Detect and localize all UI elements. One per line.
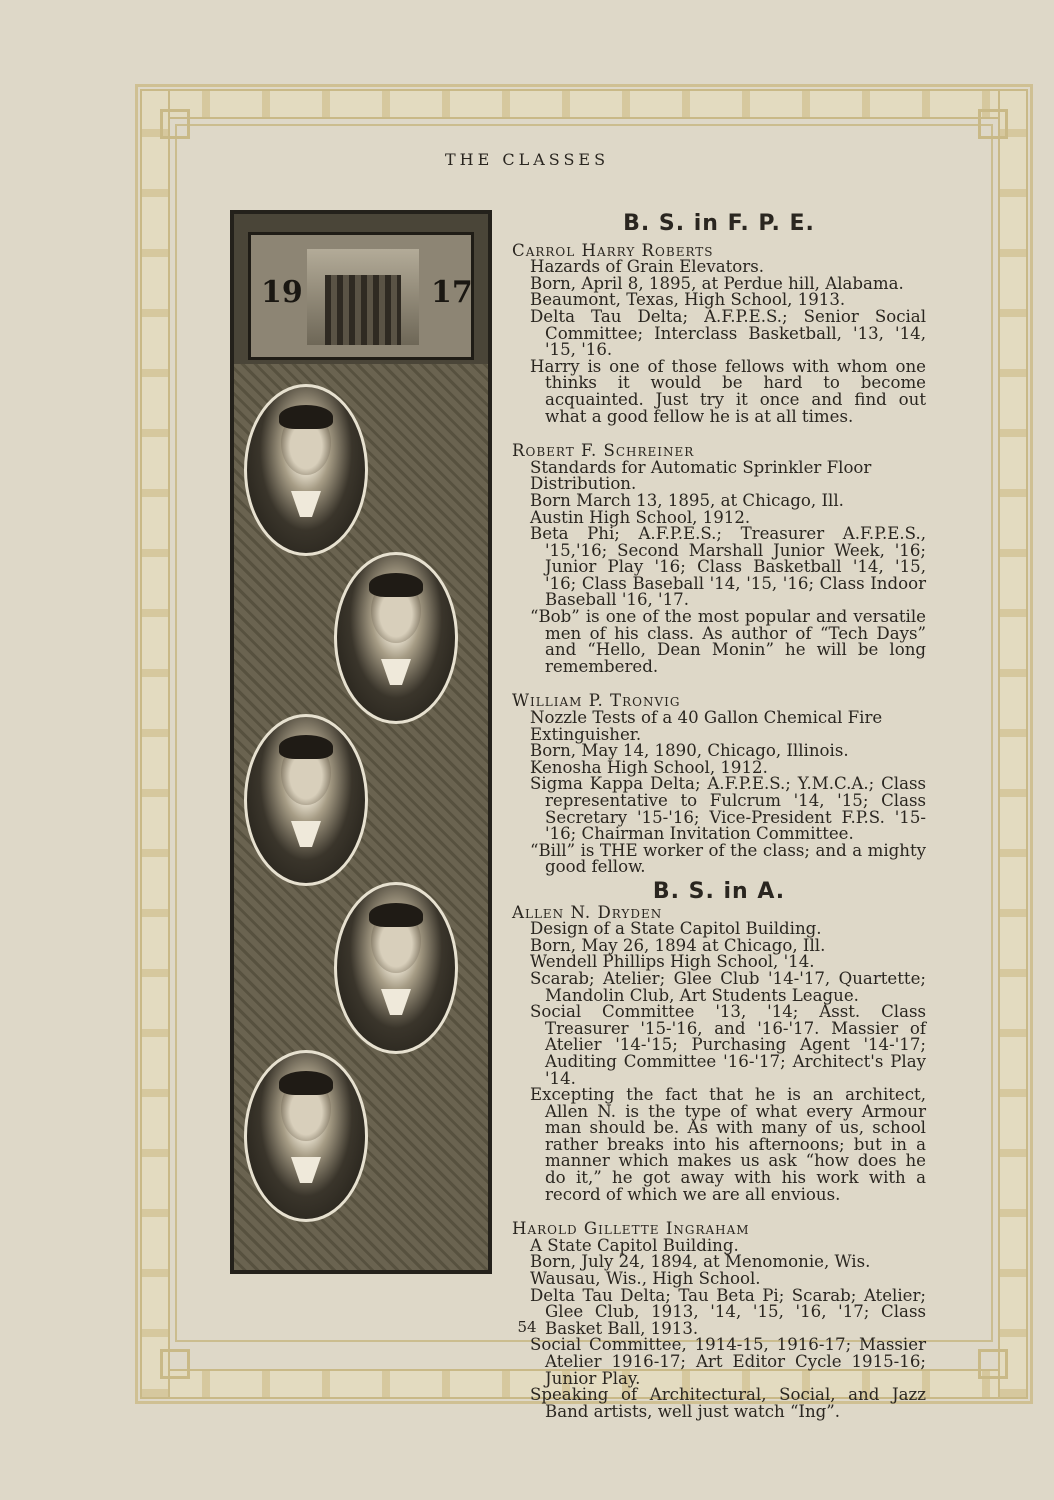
thesis-title: Hazards of Grain Elevators. bbox=[530, 257, 764, 277]
thesis-title: Nozzle Tests of a 40 Gallon Chemical Fire Extinguisher. bbox=[530, 708, 883, 744]
section-heading-arch: B. S. in A. bbox=[652, 878, 786, 904]
student-name: Harold Gillette Ingraham bbox=[512, 1219, 750, 1239]
panel-header-illustration bbox=[248, 232, 474, 360]
entry-tronvig bbox=[512, 693, 926, 876]
remark: “Bill” is THE worker of the class; and a mighty good fellow. bbox=[530, 840, 926, 877]
border-band-right bbox=[998, 89, 1028, 1399]
birth-info: Born March 13, 1895, at Chicago, Ill. bbox=[530, 490, 844, 510]
biography-column bbox=[512, 211, 926, 1438]
high-school: Kenosha High School, 1912. bbox=[530, 757, 768, 777]
portrait-panel bbox=[230, 210, 492, 1274]
high-school: Wendell Phillips High School, '14. bbox=[530, 952, 815, 972]
thesis-title: Standards for Automatic Sprinkler Floor Distribution. bbox=[530, 457, 872, 494]
running-head: THE CLASSES bbox=[444, 150, 610, 169]
year-left: 19 bbox=[261, 275, 303, 310]
birth-info: Born, May 14, 1890, Chicago, Illinois. bbox=[530, 741, 849, 761]
section-heading-fpe: B. S. in F. P. E. bbox=[623, 211, 815, 236]
remark: Harry is one of those fellows with whom one thinks it would be hard to become acquainted. Just try it once and find out what a good fellow he is at all times. bbox=[530, 356, 926, 426]
thesis-title: A State Capitol Building. bbox=[530, 1235, 739, 1255]
birth-info: Born, July 24, 1894, at Menomonie, Wis. bbox=[530, 1252, 871, 1272]
portrait-dryden bbox=[334, 882, 458, 1054]
portrait-roberts bbox=[244, 384, 368, 556]
activities: Delta Tau Delta; A.F.P.E.S.; Senior Social Committee; Interclass Basketball, '13, '14, '15, '16. bbox=[530, 306, 926, 360]
entry-schreiner bbox=[512, 443, 926, 675]
corner-ornament bbox=[978, 109, 1008, 139]
activities: Beta Phi; A.F.P.E.S.; Treasurer A.F.P.E.S., '15,'16; Second Marshall Junior Week, '16; Junior Play '16; Class Basketball '14, '15, '16; Class Baseball '14, '15, '16; Class Indoor Baseball '16, '17. bbox=[530, 524, 926, 610]
activities: Sigma Kappa Delta; A.F.P.E.S.; Y.M.C.A.; Class representative to Fulcrum '14, '15; Class Secretary '15-'16; Vice-President F.P.S. '15-'16; Chairman Invitation Committee. bbox=[530, 774, 926, 844]
remark: Excepting the fact that he is an architect, Allen N. is the type of what every Armour man should be. As with many of us, school rather breaks into his afternoons; but in a manner which makes us ask “how does he do it,” he got away with his work with a record of which we are all envious. bbox=[530, 1085, 926, 1204]
birth-info: Born, April 8, 1895, at Perdue hill, Alabama. bbox=[530, 273, 904, 293]
thesis-title: Design of a State Capitol Building. bbox=[530, 919, 822, 939]
page-number: 54 bbox=[517, 1318, 537, 1336]
activities: Delta Tau Delta; Tau Beta Pi; Scarab; Atelier; Glee Club, 1913, '14, '15, '16, '17; Class Basket Ball, 1913. bbox=[530, 1285, 926, 1338]
year-right: 17 bbox=[431, 275, 473, 310]
activities-continued: Social Committee, 1914-15, 1916-17; Massier Atelier 1916-17; Art Editor Cycle 1915-16; Junior Play. bbox=[530, 1335, 926, 1388]
border-band-top bbox=[140, 89, 1028, 119]
activities: Scarab; Atelier; Glee Club '14-'17, Quartette; Mandolin Club, Art Students League. bbox=[530, 968, 926, 1005]
student-name: Carrol Harry Roberts bbox=[512, 240, 714, 260]
entry-dryden bbox=[512, 902, 926, 1204]
activities-continued: Social Committee '13, '14; Asst. Class Treasurer '15-'16, and '16-'17. Massier of Atelier '14-'15; Purchasing Agent '14-'17; Auditing Committee '16-'17; Architect's Play '14. bbox=[530, 1002, 926, 1088]
high-school: Austin High School, 1912. bbox=[530, 507, 751, 527]
portrait-tronvig bbox=[244, 714, 368, 886]
student-name: Allen N. Dryden bbox=[512, 902, 663, 922]
birth-info: Born, May 26, 1894 at Chicago, Ill. bbox=[530, 935, 826, 955]
entry-roberts bbox=[512, 240, 926, 426]
portrait-ingraham bbox=[244, 1050, 368, 1222]
student-name: William P. Tronvig bbox=[512, 691, 681, 711]
portrait-schreiner bbox=[334, 552, 458, 724]
corner-ornament bbox=[160, 109, 190, 139]
remark: Speaking of Architectural, Social, and Jazz Band artists, well just watch “Ing”. bbox=[530, 1385, 926, 1421]
remark: “Bob” is one of the most popular and versatile men of his class. As author of “Tech Days” and “Hello, Dean Monin” he will be long remembered. bbox=[530, 607, 926, 676]
border-band-left bbox=[140, 89, 170, 1399]
high-school: Wausau, Wis., High School. bbox=[530, 1269, 761, 1289]
corner-ornament bbox=[978, 1349, 1008, 1379]
student-name: Robert F. Schreiner bbox=[512, 441, 695, 461]
campus-building-illustration bbox=[307, 249, 419, 345]
high-school: Beaumont, Texas, High School, 1913. bbox=[530, 290, 846, 310]
corner-ornament bbox=[160, 1349, 190, 1379]
